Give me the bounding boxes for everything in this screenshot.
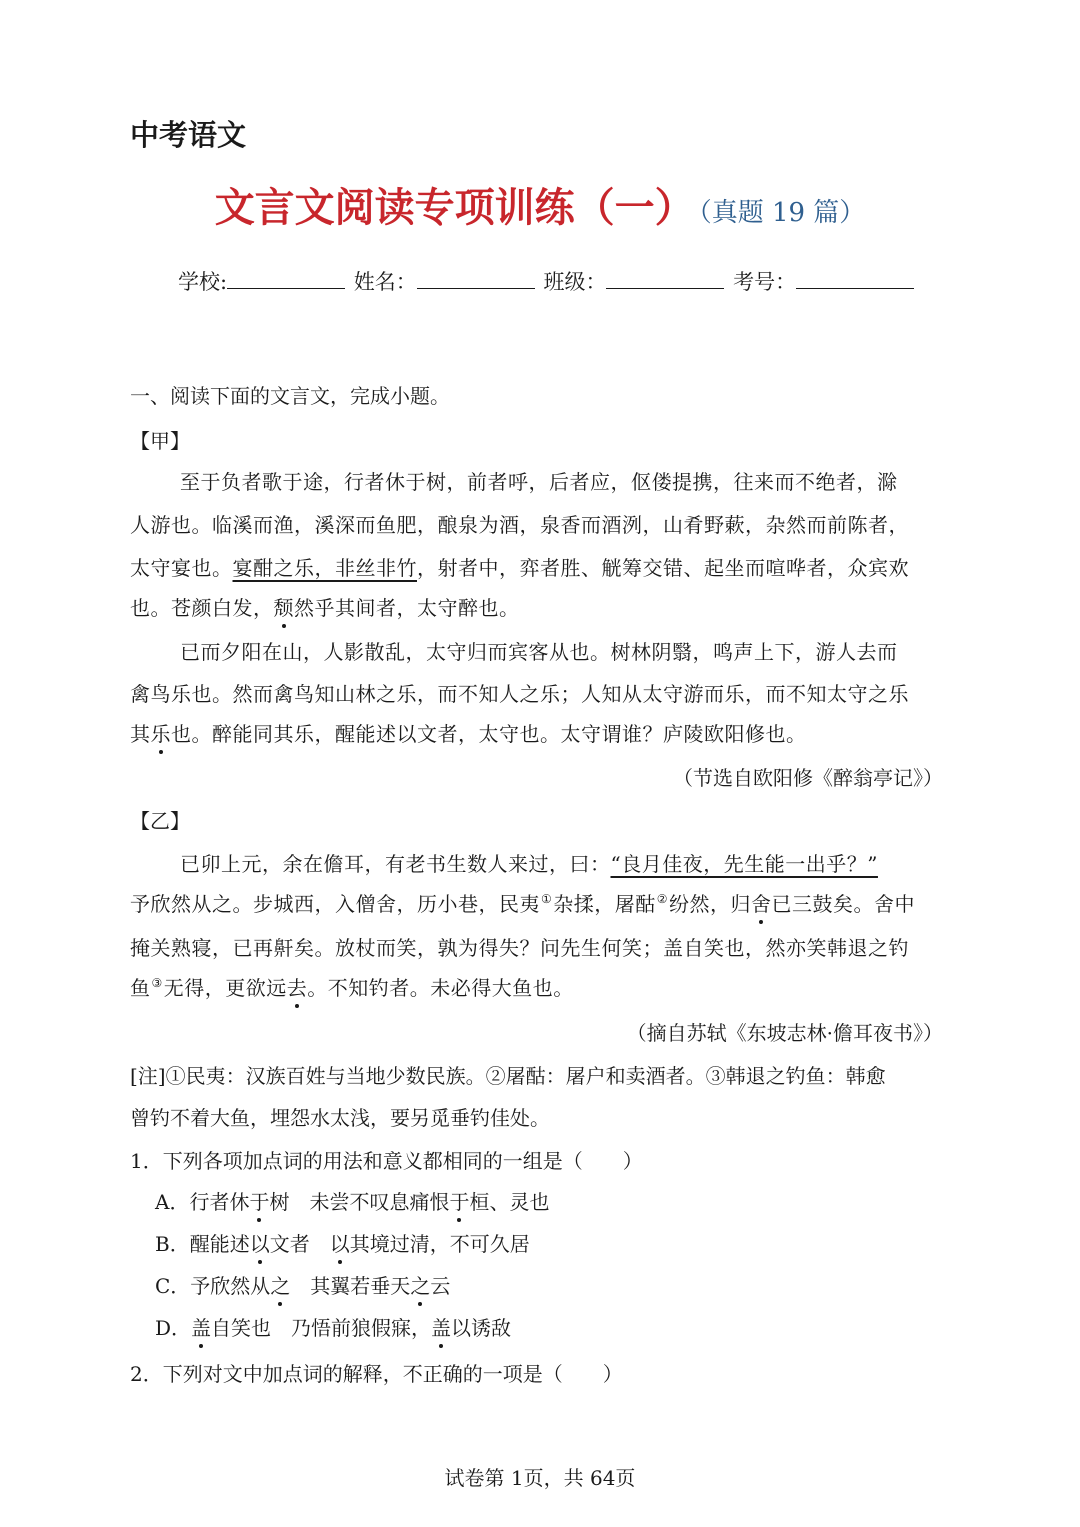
q1-c-dot1: 之: [270, 1274, 291, 1298]
name-label: 姓名：: [353, 270, 417, 294]
jia-p1-line2: 人游也。临溪而渔，溪深而鱼肥，酿泉为酒，泉香而酒洌，山肴野蔌，杂然而前陈者，: [130, 513, 909, 537]
jia-p2-line2: 禽鸟乐也。然而禽鸟知山林之乐，而不知人之乐；人知从太守游而乐，而不知太守之乐: [130, 682, 909, 706]
q1-option-b[interactable]: [155, 1228, 530, 1257]
jia-p2-line3-end: 也。醉能同其乐，醒能述以文者，太守也。太守谓谁？庐陵欧阳修也。: [171, 722, 807, 746]
q1-c-dot2: 之: [410, 1274, 431, 1298]
jia-p1-line3-end: ，射者中，弈者胜、觥筹交错、起坐而喧哗者，众宾欢: [417, 556, 909, 580]
jia-p2-line1: 已而夕阳在山，人影散乱，太守归而宾客从也。树林阴翳，鸣声上下，游人去而: [180, 640, 898, 664]
jia-source: （节选自欧阳修《醉翁亭记》）: [673, 766, 943, 790]
q1-b-dot1: 以: [249, 1232, 270, 1256]
yi-source: （摘自苏轼《东坡志林·儋耳夜书》）: [626, 1021, 943, 1045]
q1-a-dot1: 于: [249, 1190, 270, 1214]
jia-p1-line4-start: 也。苍颜白发，: [130, 596, 274, 620]
exam-no-field[interactable]: [796, 266, 914, 289]
yi-line4-b: 无得，更欲远: [163, 976, 287, 1000]
note-marker-2: ②: [656, 892, 669, 907]
title-main: 文言文阅读专项训练（一）: [214, 185, 695, 231]
q1-option-d[interactable]: [155, 1312, 511, 1341]
yi-line2-c: 纷然，归: [669, 892, 752, 916]
jia-p1-line4: [130, 592, 520, 621]
passage-jia-label: 【甲】: [130, 429, 190, 453]
jia-dotted-word: 颓: [273, 596, 294, 620]
yi-line1-start: 已卯上元，余在儋耳，有老书生数人来过，曰：: [180, 852, 611, 876]
q1-b-mid: 文者: [269, 1232, 330, 1256]
q1-option-c[interactable]: [155, 1270, 450, 1299]
question-1: 1．下列各项加点词的用法和意义都相同的一组是（ ）: [130, 1149, 643, 1173]
page-title: [0, 176, 1080, 233]
q1-b-dot2: 以: [329, 1232, 350, 1256]
yi-line4-a: 鱼: [130, 976, 151, 1000]
q1-c-mid: 其翼若垂天: [290, 1274, 411, 1298]
yi-line3: 掩关熟寝，已再鼾矣。放杖而笑，孰为得失？问先生何笑；盖自笑也，然亦笑韩退之钓: [130, 936, 909, 960]
q1-d-dot2: 盖: [431, 1316, 452, 1340]
page-footer: 试卷第 1页，共 64页: [444, 1466, 636, 1490]
q1-d-post: 以诱敌: [451, 1316, 512, 1340]
class-label: 班级：: [543, 270, 607, 294]
yi-dotted-word: 舍: [751, 892, 772, 916]
jia-p2-line3: [130, 718, 807, 747]
jia-p1-line3: [130, 552, 909, 581]
q1-option-a[interactable]: [155, 1186, 549, 1215]
jia-dotted-word-2: 乐: [150, 722, 171, 746]
title-subtitle: （真题 19 篇）: [698, 198, 866, 228]
q1-d-pre: D．: [155, 1316, 192, 1340]
class-field[interactable]: [606, 266, 724, 289]
note-marker-3: ③: [151, 976, 163, 991]
yi-line4: [130, 972, 574, 1001]
q1-b-post: 其境过清，不可久居: [349, 1232, 530, 1256]
jia-underlined-phrase: 宴酣之乐，非丝非竹: [232, 556, 417, 580]
section-heading: 一、阅读下面的文言文，完成小题。: [130, 384, 450, 408]
q1-b-pre: B．醒能述: [155, 1232, 250, 1256]
yi-line4-c: 。不知钓者。未必得大鱼也。: [307, 976, 574, 1000]
jia-p1-line4-end: 然乎其间者，太守醉也。: [294, 596, 520, 620]
yi-line2-a: 予欣然从之。步城西，入僧舍，历小巷，民夷: [130, 892, 540, 916]
annotation-line2: 曾钓不着大鱼，埋怨水太浅，要另觅垂钓佳处。: [130, 1106, 550, 1130]
yi-line2-b: 杂揉，屠酤: [553, 892, 656, 916]
jia-p1-line1: 至于负者歌于途，行者休于树，前者呼，后者应，伛偻提携，往来而不绝者，滁: [180, 470, 898, 494]
subject-label: 中考语文: [130, 118, 247, 152]
q1-d-dot1: 盖: [191, 1316, 212, 1340]
jia-p2-line3-start: 其: [130, 722, 151, 746]
q1-a-mid: 树 未尝不叹息痛恨: [269, 1190, 450, 1214]
student-info-row: [178, 266, 916, 296]
name-field[interactable]: [417, 266, 535, 289]
annotation-line1: [注]①民夷：汉族百姓与当地少数民族。②屠酤：屠户和卖酒者。③韩退之钓鱼：韩愈: [130, 1064, 886, 1088]
note-marker-1: ①: [541, 892, 553, 907]
yi-line2: [130, 888, 915, 917]
jia-p1-line3-start: 太守宴也。: [130, 556, 233, 580]
school-label: 学校:: [178, 270, 228, 294]
q1-d-mid: 自笑也 乃悟前狼假寐，: [211, 1316, 432, 1340]
q1-a-dot2: 于: [449, 1190, 470, 1214]
q1-c-pre: C．予欣然从: [155, 1274, 271, 1298]
yi-underlined-quote: “良月佳夜，先生能一出乎？”: [610, 852, 878, 876]
question-2: 2．下列对文中加点词的解释，不正确的一项是（ ）: [130, 1362, 623, 1386]
yi-dotted-word-2: 去: [286, 976, 308, 1000]
q1-c-post: 云: [430, 1274, 451, 1298]
yi-line1: [180, 848, 878, 877]
yi-line2-e: 已三鼓矣。舍中: [771, 892, 916, 916]
exam-no-label: 考号：: [733, 270, 797, 294]
school-field[interactable]: [227, 266, 345, 289]
q1-a-post: 桓、灵也: [469, 1190, 550, 1214]
passage-yi-label: 【乙】: [130, 809, 190, 833]
q1-a-pre: A．行者休: [155, 1190, 250, 1214]
